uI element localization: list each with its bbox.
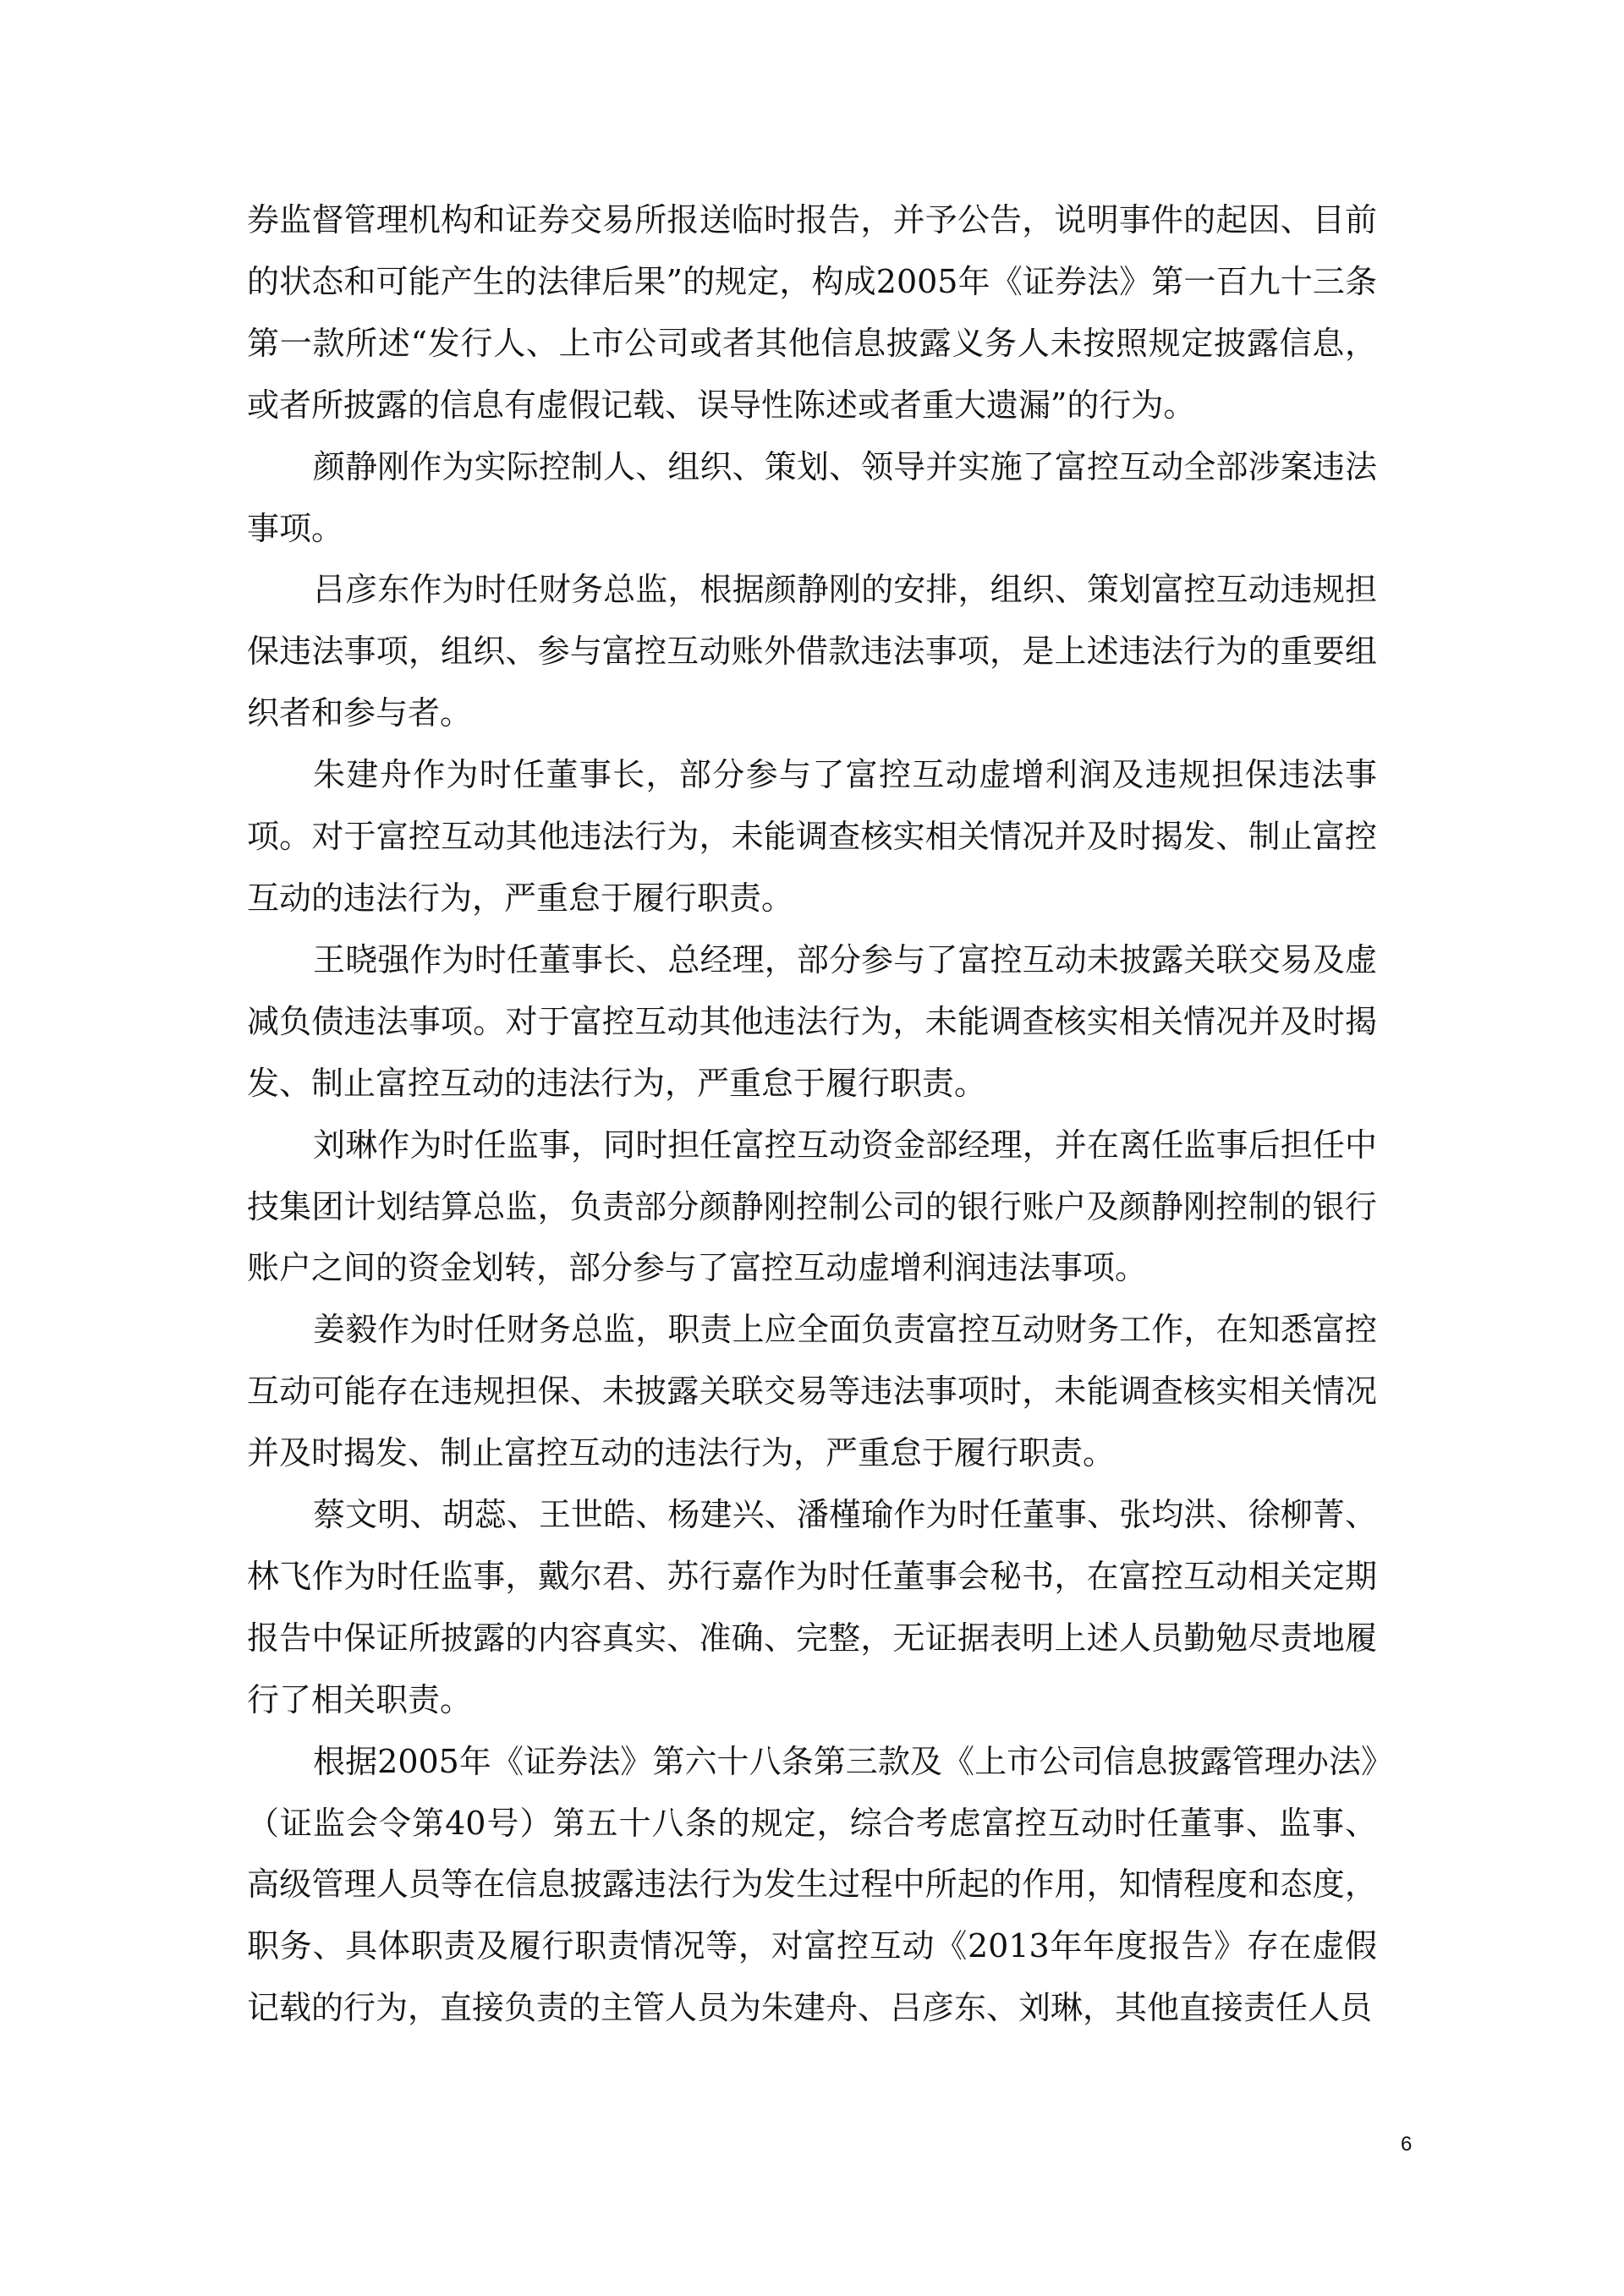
paragraph-lv-yandong: 吕彦东作为时任财务总监，根据颜静刚的安排，组织、策划富控互动违规担保违法事项，组织、参与富控互动账外借款违法事项，是上述违法行为的重要组织者和参与者。 <box>247 571 1377 732</box>
paragraph-zhu-jianzhou: 朱建舟作为时任董事长，部分参与了富控互动虚增利润及违规担保违法事项。对于富控互动其他违法行为，未能调查核实相关情况并及时揭发、制止富控互动的违法行为，严重怠于履行职责。 <box>247 756 1377 917</box>
page-number: 6 <box>1401 2133 1413 2156</box>
document-body <box>247 189 1377 2039</box>
paragraph-jiang-yi: 姜毅作为时任财务总监，职责上应全面负责富控互动财务工作，在知悉富控互动可能存在违规担保、未披露关联交易等违法事项时，未能调查核实相关情况并及时揭发、制止富控互动的违法行为，严重怠于履行职责。 <box>247 1311 1377 1472</box>
paragraph-liu-lin: 刘琳作为时任监事，同时担任富控互动资金部经理，并在离任监事后担任中技集团计划结算总监，负责部分颜静刚控制公司的银行账户及颜静刚控制的银行账户之间的资金划转，部分参与了富控互动虚增利润违法事项。 <box>247 1126 1377 1287</box>
paragraph-continuation: 券监督管理机构和证券交易所报送临时报告，并予公告，说明事件的起因、目前的状态和可能产生的法律后果”的规定，构成2005年《证券法》第一百九十三条第一款所述“发行人、上市公司或者其他信息披露义务人未按照规定披露信息，或者所披露的信息有虚假记载、误导性陈述或者重大遗漏”的行为。 <box>247 201 1377 424</box>
paragraph-directors-supervisors: 蔡文明、胡蕊、王世皓、杨建兴、潘槿瑜作为时任董事、张均洪、徐柳菁、林飞作为时任监事，戴尔君、苏行嘉作为时任董事会秘书，在富控互动相关定期报告中保证所披露的内容真实、准确、完整，无证据表明上述人员勤勉尽责地履行了相关职责。 <box>247 1496 1377 1718</box>
paragraph-wang-xiaoqiang: 王晓强作为时任董事长、总经理，部分参与了富控互动未披露关联交易及虚减负债违法事项。对于富控互动其他违法行为，未能调查核实相关情况并及时揭发、制止富控互动的违法行为，严重怠于履行职责。 <box>247 940 1377 1102</box>
paragraph-legal-basis: 根据2005年《证券法》第六十八条第三款及《上市公司信息披露管理办法》（证监会令第40号）第五十八条的规定，综合考虑富控互动时任董事、监事、高级管理人员等在信息披露违法行为发生过程中所起的作用，知情程度和态度，职务、具体职责及履行职责情况等，对富控互动《2013年年度报告》存在虚假记载的行为，直接负责的主管人员为朱建舟、吕彦东、刘琳，其他直接责任人员 <box>247 1742 1377 2027</box>
paragraph-yan-jinggang: 颜静刚作为实际控制人、组织、策划、领导并实施了富控互动全部涉案违法事项。 <box>247 447 1377 547</box>
